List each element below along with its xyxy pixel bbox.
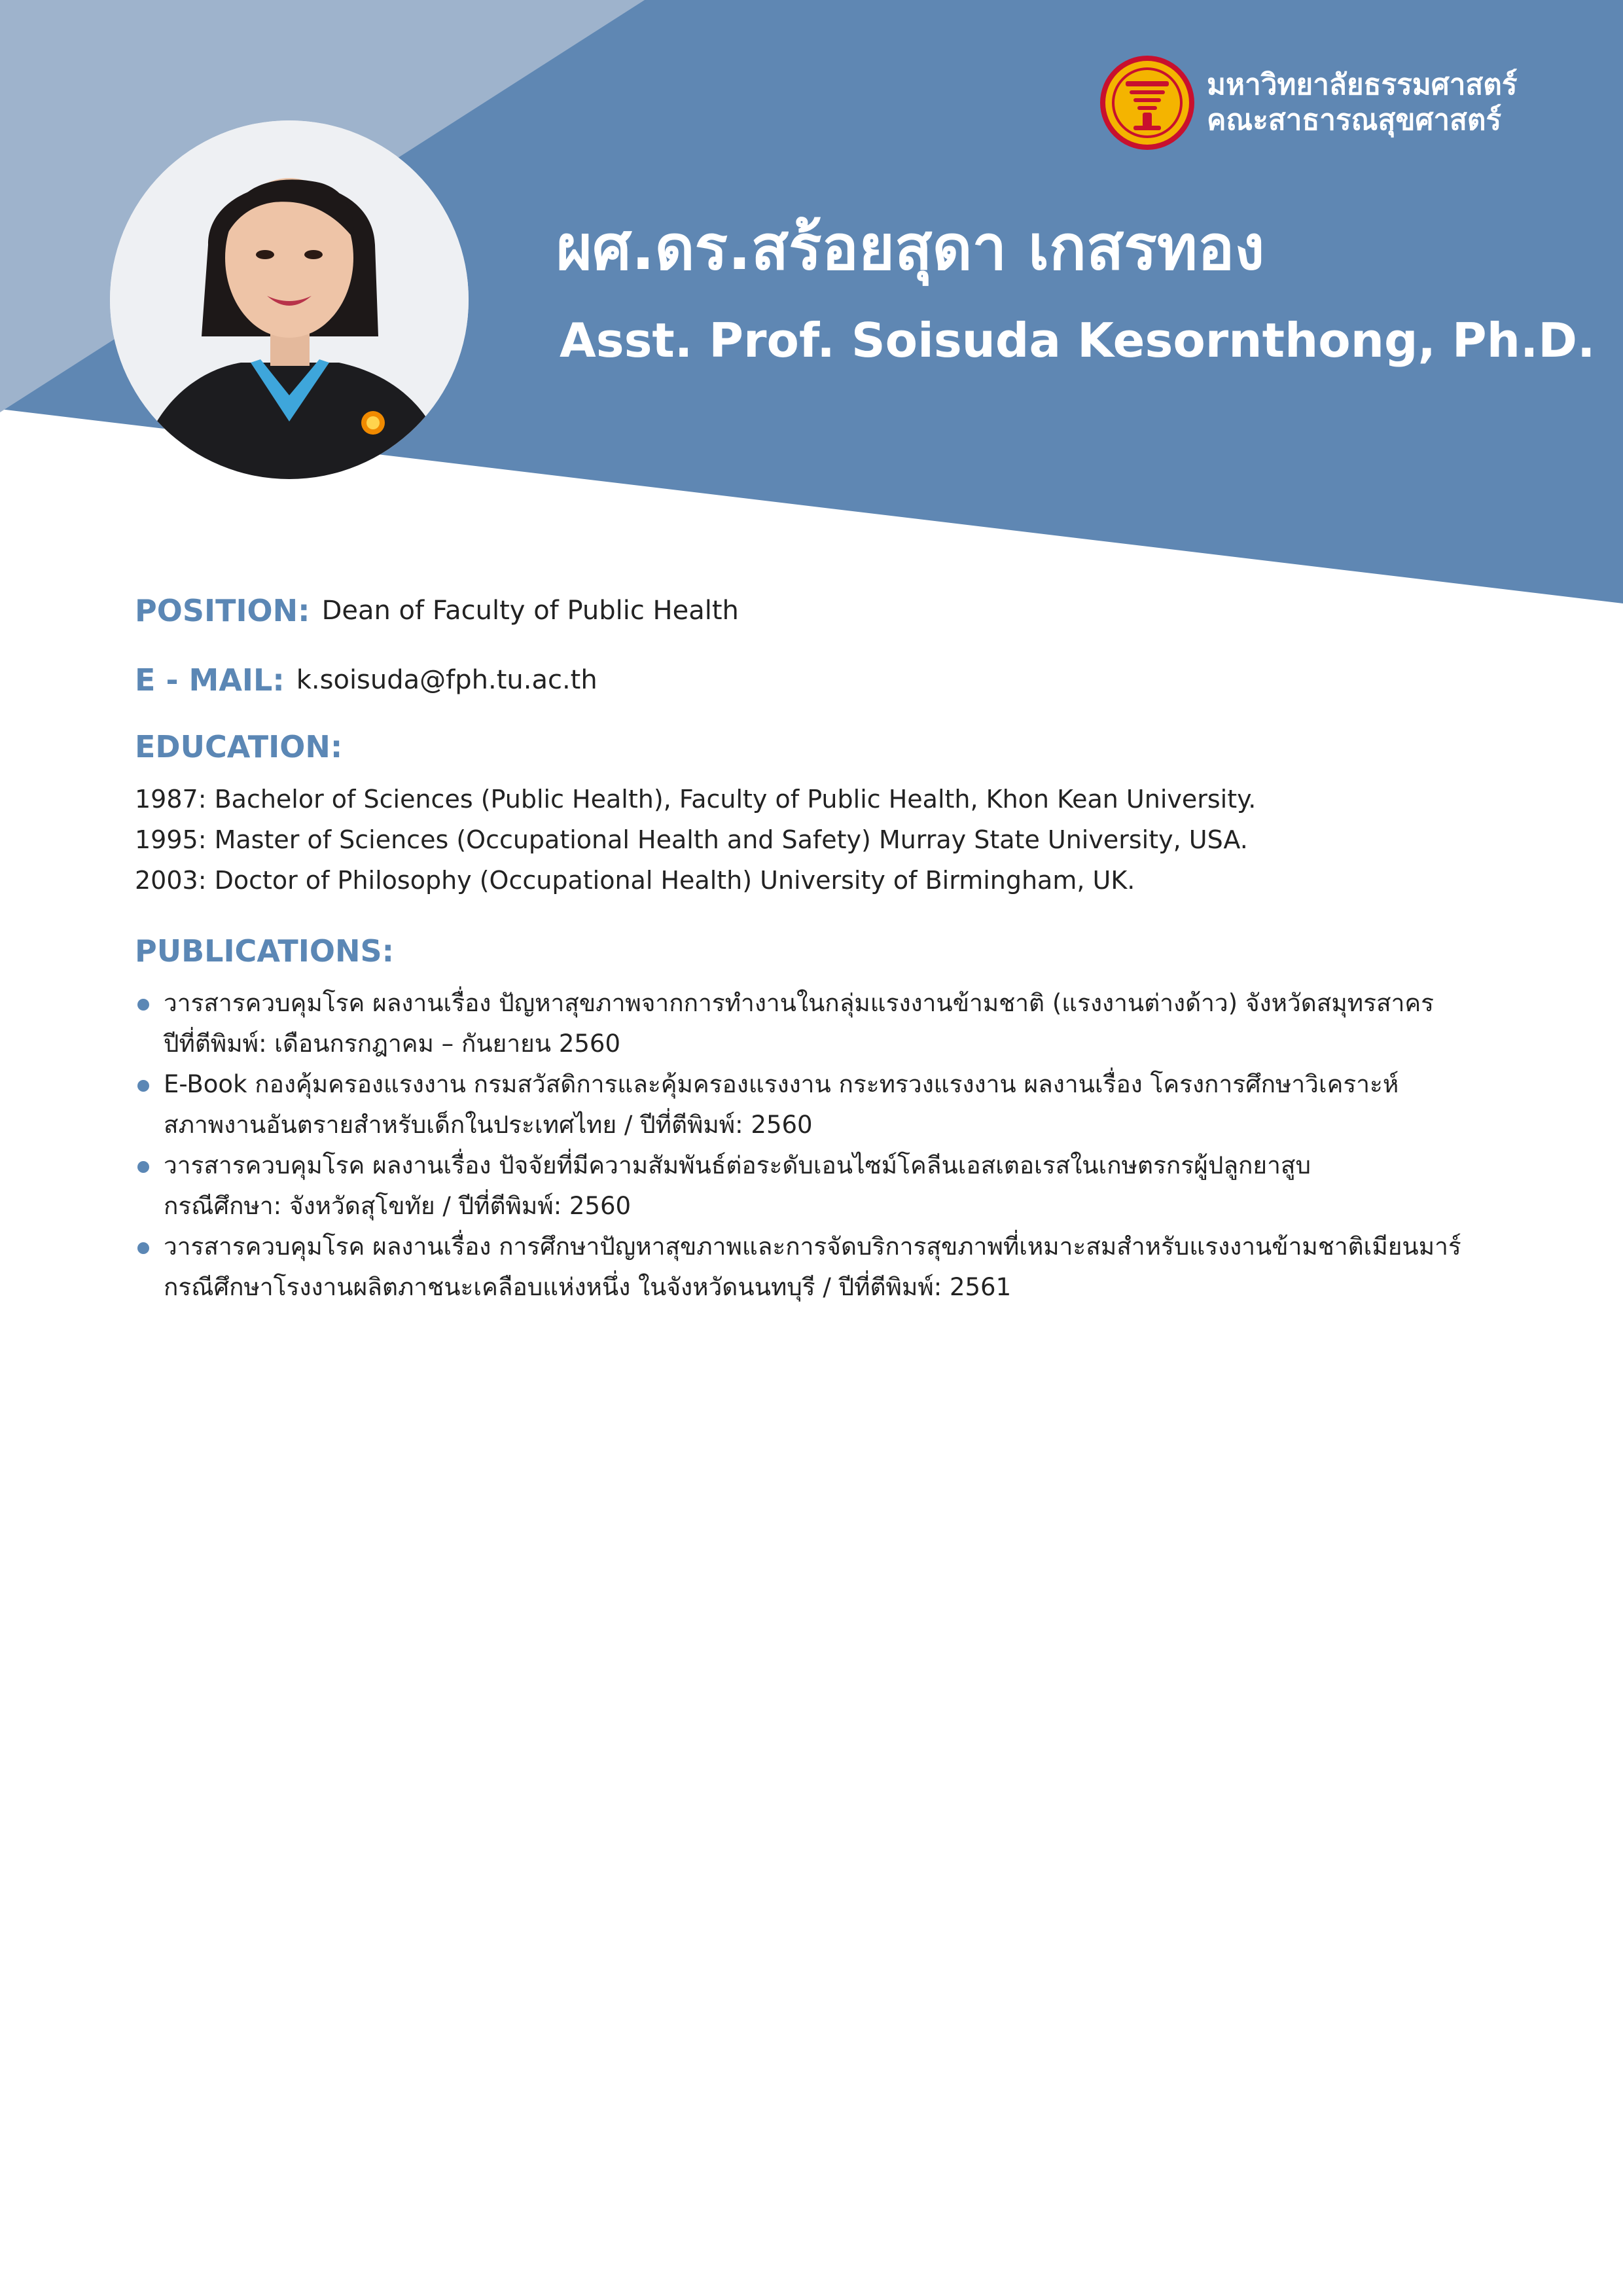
publication-item — [135, 983, 1529, 1064]
publication-item — [135, 1145, 1529, 1227]
bullet-dot-icon — [137, 999, 149, 1011]
faculty-name: คณะสาธารณสุขศาสตร์ — [1207, 103, 1502, 137]
publication-line: สภาพงานอันตรายสำหรับเด็กในประเทศไทย / ปีที่ตีพิมพ์: 2560 — [164, 1111, 813, 1139]
education-item: 1995: Master of Sciences (Occupational Health and Safety) Murray State University, USA. — [135, 825, 1248, 854]
institution-name — [1207, 67, 1517, 138]
publication-line: กรณีศึกษาโรงงานผลิตภาชนะเคลือบแห่งหนึ่ง ในจังหวัดนนทบุรี / ปีที่ตีพิมพ์: 2561 — [164, 1273, 1012, 1301]
publication-line: ปีที่ตีพิมพ์: เดือนกรกฎาคม – กันยายน 2560 — [164, 1030, 620, 1058]
profile-content — [135, 576, 1529, 1308]
position-value: Dean of Faculty of Public Health — [321, 596, 739, 626]
education-item: 1987: Bachelor of Sciences (Public Health), Faculty of Public Health, Khon Kean University. — [135, 785, 1257, 814]
publication-line: E-Book กองคุ้มครองแรงงาน กรมสวัสดิการและคุ้มครองแรงงาน กระทรวงแรงงาน ผลงานเรื่อง โครงการศึกษาวิเคราะห์ — [164, 1070, 1399, 1098]
publications-title: PUBLICATIONS: — [135, 933, 394, 969]
publication-item — [135, 1064, 1529, 1145]
publication-line: กรณีศึกษา: จังหวัดสุโขทัย / ปีที่ตีพิมพ์: 2560 — [164, 1192, 632, 1220]
university-seal-icon — [1099, 55, 1195, 151]
email-row — [135, 645, 1529, 715]
name-english: Asst. Prof. Soisuda Kesornthong, Ph.D. — [560, 313, 1596, 368]
publication-line: วารสารควบคุมโรค ผลงานเรื่อง ปัญหาสุขภาพจากการทำงานในกลุ่มแรงงานข้ามชาติ (แรงงานต่างด้าว) จังหวัดสมุทรสาคร — [164, 989, 1435, 1017]
publication-line: วารสารควบคุมโรค ผลงานเรื่อง การศึกษาปัญหาสุขภาพและการจัดบริการสุขภาพที่เหมาะสมสำหรับแรงงานข้ามชาติเมียนมาร์ — [164, 1232, 1461, 1261]
portrait-illustration — [110, 120, 469, 479]
education-title: EDUCATION: — [135, 729, 343, 764]
institution-logo-block — [1099, 54, 1571, 152]
name-thai: ผศ.ดร.สร้อยสุดา เกสรทอง — [556, 213, 1265, 284]
education-list — [135, 779, 1529, 901]
position-label: POSITION: — [135, 593, 310, 628]
position-row — [135, 576, 1529, 645]
university-name: มหาวิทยาลัยธรรมศาสตร์ — [1207, 68, 1518, 101]
portrait-photo — [110, 120, 469, 479]
email-value[interactable]: k.soisuda@fph.tu.ac.th — [296, 665, 597, 695]
email-label: E - MAIL: — [135, 662, 285, 698]
publications-list — [135, 983, 1529, 1308]
bullet-dot-icon — [137, 1161, 149, 1173]
bullet-dot-icon — [137, 1080, 149, 1092]
bullet-dot-icon — [137, 1242, 149, 1254]
publication-item — [135, 1227, 1529, 1308]
publication-line: วารสารควบคุมโรค ผลงานเรื่อง ปัจจัยที่มีความสัมพันธ์ต่อระดับเอนไซม์โคลีนเอสเตอเรสในเกษตรกรผู้ปลูกยาสูบ — [164, 1151, 1311, 1179]
education-item: 2003: Doctor of Philosophy (Occupational Health) University of Birmingham, UK. — [135, 866, 1135, 895]
